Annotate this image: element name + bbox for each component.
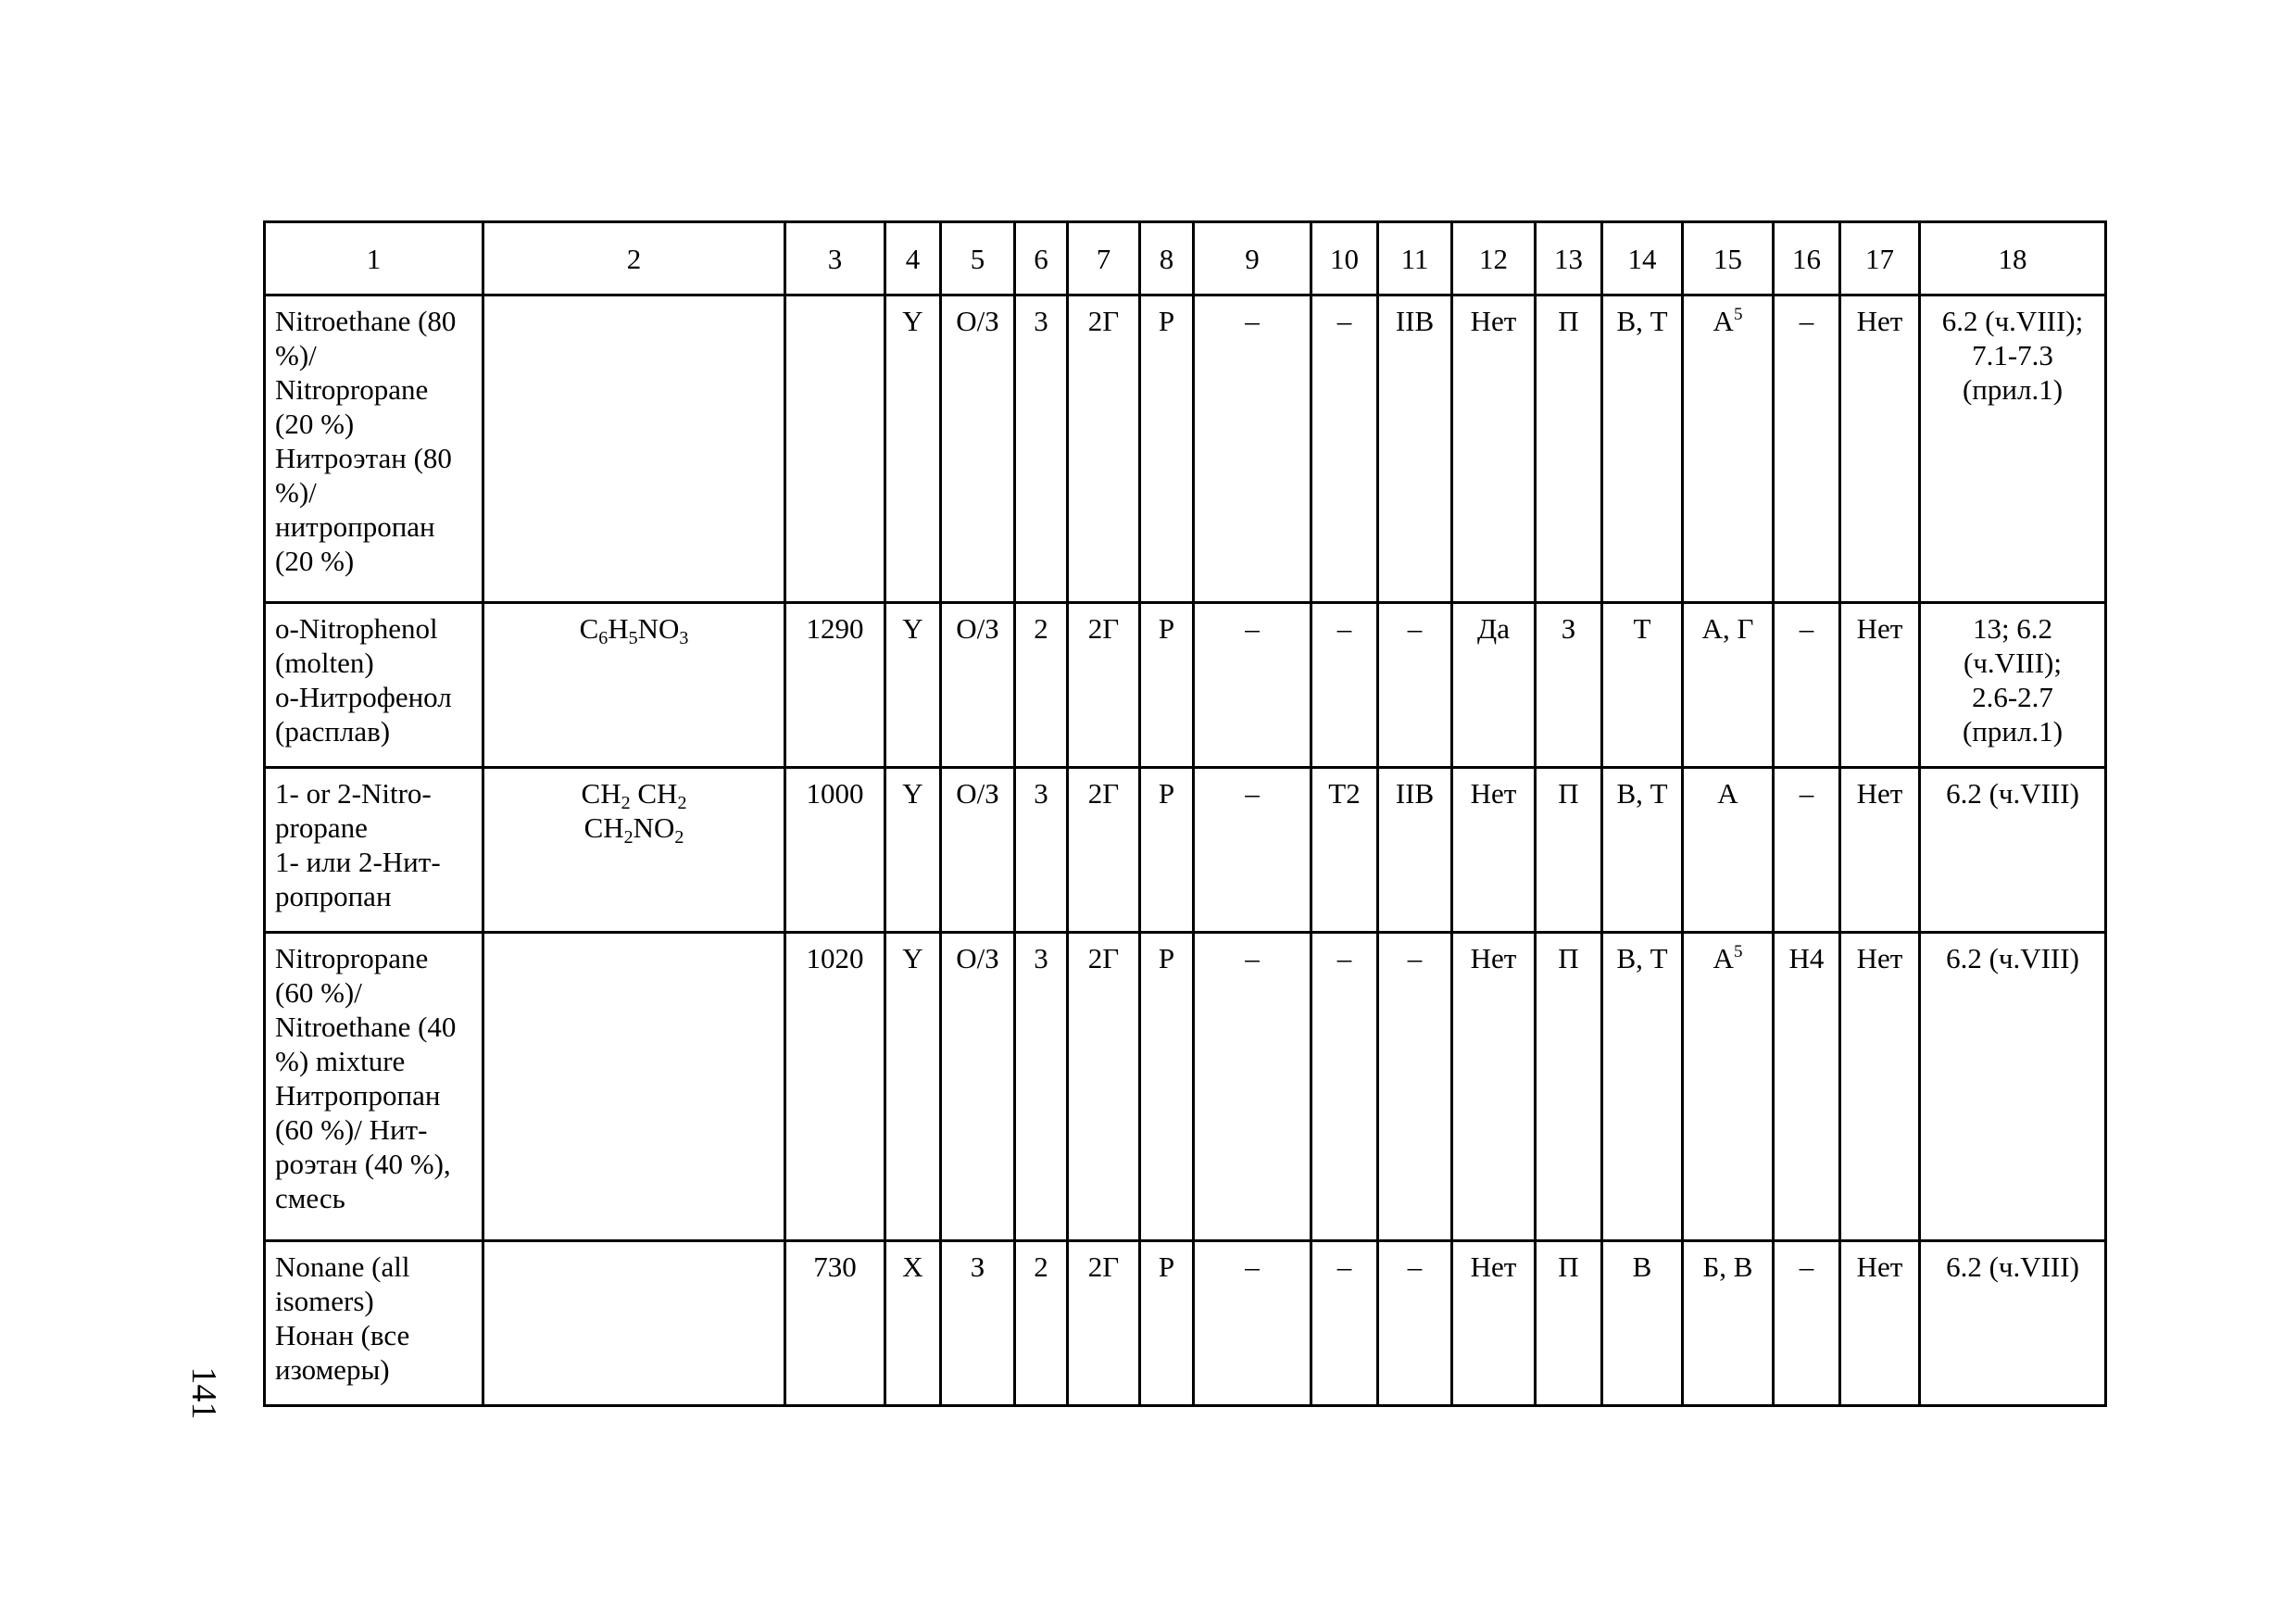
cargo-properties-table (263, 220, 2107, 1407)
footnote-marker: 5 (1733, 305, 1743, 324)
formula-subscript: 2 (621, 793, 631, 813)
formula-text: CH (583, 811, 624, 844)
col-3-cell: 1020 (785, 933, 885, 1241)
col-4-cell: Y (885, 603, 941, 768)
col-10-cell: – (1311, 603, 1378, 768)
col-4-cell: Y (885, 768, 941, 933)
formula-subscript: 3 (679, 628, 689, 648)
reference-line: 2.6-2.7 (1972, 681, 2053, 713)
reference-line: 6.2 (ч.VIII); (1941, 305, 2084, 337)
column-header: 16 (1774, 222, 1840, 295)
cargo-name-line: Нитроэтан (80 (275, 442, 452, 474)
chemical-formula-cell (483, 603, 785, 768)
col-11-cell: IIВ (1378, 768, 1452, 933)
col-3-cell: 1290 (785, 603, 885, 768)
col-5-cell: О/З (941, 295, 1015, 603)
col-13-cell: П (1536, 1241, 1602, 1406)
col-17-cell: Нет (1840, 295, 1920, 603)
col-7-cell: 2Г (1068, 1241, 1140, 1406)
cargo-name-line: (60 %)/ Нит- (275, 1113, 428, 1146)
col-17-cell: Нет (1840, 768, 1920, 933)
cargo-name-cell (265, 768, 483, 933)
chemical-formula-cell (483, 295, 785, 603)
reference-line: 13; 6.2 (1972, 612, 2053, 645)
cargo-name-line: (molten) (275, 647, 374, 679)
col-6-cell: 3 (1015, 295, 1068, 603)
formula-line (494, 810, 774, 848)
cargo-name-line: Нонан (все (275, 1319, 410, 1351)
col-8-cell: Р (1140, 1241, 1194, 1406)
cargo-name-line: Nitroethane (40 (275, 1011, 457, 1043)
cargo-name-line: изомеры) (275, 1353, 390, 1386)
formula-subscript: 2 (623, 827, 634, 848)
col-3-cell (785, 295, 885, 603)
col-5-cell: З (941, 1241, 1015, 1406)
cargo-name-line: o-Nitrophenol (275, 612, 438, 645)
col-13-cell: П (1536, 933, 1602, 1241)
col-3-cell: 730 (785, 1241, 885, 1406)
cargo-name-cell (265, 295, 483, 603)
col-4-cell: Y (885, 295, 941, 603)
cargo-name-line: ропропан (275, 880, 392, 912)
reference-line: 6.2 (ч.VIII) (1946, 1250, 2079, 1283)
col-4-cell: Y (885, 933, 941, 1241)
col-5-cell: О/З (941, 933, 1015, 1241)
formula-text: CH (581, 777, 621, 810)
reference-line: 7.1-7.3 (1972, 339, 2053, 371)
formula-text: C (579, 612, 599, 645)
col-11-cell: – (1378, 1241, 1452, 1406)
chemical-formula-cell (483, 768, 785, 933)
col-7-cell: 2Г (1068, 603, 1140, 768)
table-row (265, 768, 2106, 933)
col-14-cell: В (1602, 1241, 1683, 1406)
col-6-cell: 3 (1015, 933, 1068, 1241)
formula-subscript: 6 (598, 628, 609, 648)
col-15-value: А, Г (1701, 612, 1754, 645)
col-14-cell: В, Т (1602, 295, 1683, 603)
col-5-cell: О/З (941, 603, 1015, 768)
col-5-cell: О/З (941, 768, 1015, 933)
col-17-cell: Нет (1840, 603, 1920, 768)
col-9-cell: – (1194, 603, 1311, 768)
cargo-name-line: Nitropropane (275, 942, 429, 974)
col-13-cell: З (1536, 603, 1602, 768)
col-10-cell: – (1311, 295, 1378, 603)
column-header: 3 (785, 222, 885, 295)
table-body (265, 295, 2106, 1406)
col-18-cell (1920, 295, 2106, 603)
formula-text: CH (630, 777, 678, 810)
reference-line: (ч.VIII); (1964, 647, 2062, 679)
cargo-name-line: Nitroethane (80 (275, 305, 457, 337)
column-header: 12 (1452, 222, 1536, 295)
col-18-cell (1920, 603, 2106, 768)
cargo-name-line: 1- или 2-Нит- (275, 846, 441, 878)
col-9-cell: – (1194, 1241, 1311, 1406)
col-8-cell: Р (1140, 768, 1194, 933)
cargo-name-cell (265, 1241, 483, 1406)
column-header: 18 (1920, 222, 2106, 295)
column-header: 10 (1311, 222, 1378, 295)
column-header: 8 (1140, 222, 1194, 295)
cargo-name-line: (60 %)/ (275, 976, 362, 1009)
col-8-cell: Р (1140, 603, 1194, 768)
formula-subscript: 5 (628, 628, 638, 648)
cargo-name-line: 1- or 2-Nitro- (275, 777, 432, 810)
col-18-cell (1920, 933, 2106, 1241)
reference-line: 6.2 (ч.VIII) (1946, 942, 2079, 974)
formula-text: NO (633, 811, 675, 844)
col-17-cell: Нет (1840, 933, 1920, 1241)
col-15-value: Б, В (1702, 1250, 1753, 1283)
col-16-cell: – (1774, 295, 1840, 603)
table-row (265, 295, 2106, 603)
formula-line (494, 776, 774, 813)
col-7-cell: 2Г (1068, 295, 1140, 603)
column-header: 6 (1015, 222, 1068, 295)
page-number: 141 (184, 1366, 223, 1420)
cargo-name-line: (20 %) (275, 408, 355, 440)
cargo-name-line: (расплав) (275, 715, 391, 748)
col-14-cell: Т (1602, 603, 1683, 768)
formula-line (494, 611, 774, 646)
col-10-cell: T2 (1311, 768, 1378, 933)
col-6-cell: 2 (1015, 603, 1068, 768)
formula-text: NO (637, 612, 680, 645)
cargo-name-line: isomers) (275, 1285, 374, 1317)
col-15-value: А (1713, 305, 1734, 337)
cargo-name-line: о-Нитрофенол (275, 681, 452, 713)
col-12-cell: Нет (1452, 933, 1536, 1241)
col-15-cell (1683, 933, 1774, 1241)
table-row (265, 1241, 2106, 1406)
col-10-cell: – (1311, 1241, 1378, 1406)
column-header: 13 (1536, 222, 1602, 295)
cargo-name-cell (265, 603, 483, 768)
col-11-cell: IIВ (1378, 295, 1452, 603)
cargo-name-line: Nitropropane (275, 373, 429, 406)
col-12-cell: Да (1452, 603, 1536, 768)
reference-line: 6.2 (ч.VIII) (1946, 777, 2079, 810)
col-15-cell (1683, 1241, 1774, 1406)
col-17-cell: Нет (1840, 1241, 1920, 1406)
col-8-cell: Р (1140, 933, 1194, 1241)
reference-line: (прил.1) (1962, 715, 2064, 748)
column-header: 5 (941, 222, 1015, 295)
table-row (265, 603, 2106, 768)
col-3-cell: 1000 (785, 768, 885, 933)
col-8-cell: Р (1140, 295, 1194, 603)
col-6-cell: 3 (1015, 768, 1068, 933)
chemical-formula-cell (483, 1241, 785, 1406)
column-header: 1 (265, 222, 483, 295)
col-15-cell (1683, 603, 1774, 768)
column-header: 4 (885, 222, 941, 295)
col-16-cell: – (1774, 1241, 1840, 1406)
cargo-name-line: %)/ (275, 476, 317, 509)
col-7-cell: 2Г (1068, 768, 1140, 933)
footnote-marker: 5 (1733, 942, 1743, 961)
chemical-formula-cell (483, 933, 785, 1241)
formula-text: H (608, 612, 629, 645)
col-16-cell: Н4 (1774, 933, 1840, 1241)
formula-subscript: 2 (677, 793, 687, 813)
formula-subscript: 2 (674, 827, 684, 848)
col-13-cell: П (1536, 295, 1602, 603)
col-13-cell: П (1536, 768, 1602, 933)
reference-line: (прил.1) (1962, 373, 2064, 406)
col-18-cell (1920, 768, 2106, 933)
col-11-cell: – (1378, 603, 1452, 768)
col-15-value: А (1713, 942, 1734, 974)
cargo-name-line: propane (275, 811, 368, 844)
column-header: 15 (1683, 222, 1774, 295)
column-header: 2 (483, 222, 785, 295)
col-12-cell: Нет (1452, 1241, 1536, 1406)
col-18-cell (1920, 1241, 2106, 1406)
column-header: 17 (1840, 222, 1920, 295)
cargo-name-cell (265, 933, 483, 1241)
col-4-cell: X (885, 1241, 941, 1406)
cargo-name-line: %) mixture (275, 1045, 406, 1077)
col-16-cell: – (1774, 768, 1840, 933)
cargo-name-line: смесь (275, 1182, 345, 1214)
col-16-cell: – (1774, 603, 1840, 768)
col-10-cell: – (1311, 933, 1378, 1241)
column-header: 9 (1194, 222, 1311, 295)
cargo-name-line: роэтан (40 %), (275, 1148, 451, 1180)
table-row (265, 933, 2106, 1241)
col-15-cell (1683, 295, 1774, 603)
col-7-cell: 2Г (1068, 933, 1140, 1241)
cargo-name-line: нитропропан (275, 510, 435, 543)
col-14-cell: В, Т (1602, 933, 1683, 1241)
column-header: 7 (1068, 222, 1140, 295)
col-6-cell: 2 (1015, 1241, 1068, 1406)
col-14-cell: В, Т (1602, 768, 1683, 933)
col-15-value: А (1717, 777, 1738, 810)
cargo-name-line: (20 %) (275, 545, 355, 577)
col-12-cell: Нет (1452, 768, 1536, 933)
col-9-cell: – (1194, 295, 1311, 603)
col-9-cell: – (1194, 933, 1311, 1241)
col-12-cell: Нет (1452, 295, 1536, 603)
col-9-cell: – (1194, 768, 1311, 933)
col-11-cell: – (1378, 933, 1452, 1241)
table-header-row (265, 222, 2106, 295)
cargo-name-line: Nonane (all (275, 1250, 410, 1283)
col-15-cell (1683, 768, 1774, 933)
column-header: 14 (1602, 222, 1683, 295)
cargo-name-line: %)/ (275, 339, 317, 371)
column-header: 11 (1378, 222, 1452, 295)
cargo-name-line: Нитропропан (275, 1079, 441, 1112)
